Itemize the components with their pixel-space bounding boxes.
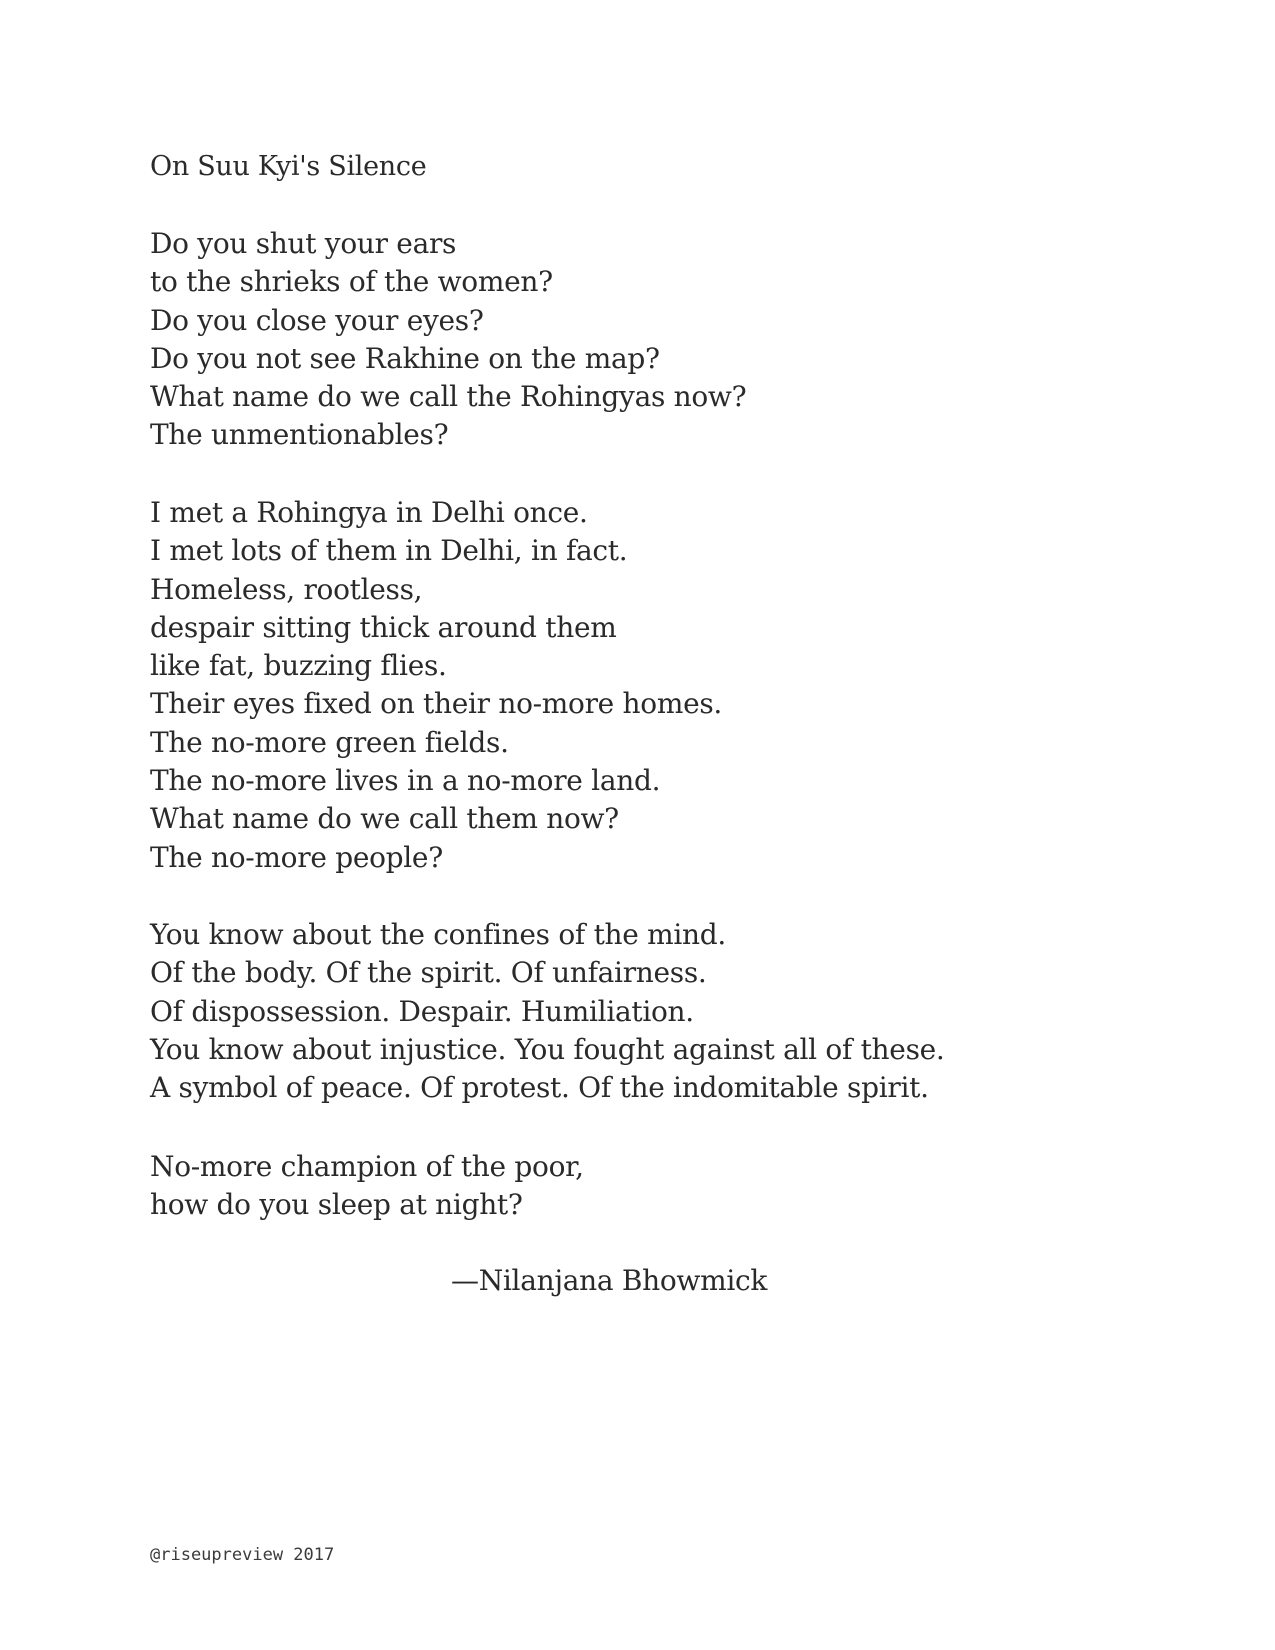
- poem-line: despair sitting thick around them: [150, 610, 617, 644]
- poem-author: —Nilanjana Bhowmick: [451, 1264, 768, 1297]
- poem-line: how do you sleep at night?: [150, 1188, 523, 1222]
- poem-line: Do you not see Rakhine on the map?: [150, 341, 660, 375]
- poem-line: The no-more lives in a no-more land.: [150, 764, 661, 798]
- poem-line: Their eyes fixed on their no-more homes.: [150, 687, 723, 721]
- poem-line: What name do we call them now?: [150, 802, 619, 836]
- poem-title: On Suu Kyi's Silence: [150, 151, 427, 182]
- poem-line: No-more champion of the poor,: [150, 1150, 584, 1183]
- poem-line: Of the body. Of the spirit. Of unfairness.: [150, 956, 707, 990]
- poem-line: I met lots of them in Delhi, in fact.: [150, 534, 628, 568]
- poem-stanza: [150, 1148, 584, 1225]
- poem-line: You know about the confines of the mind.: [150, 918, 726, 951]
- poem-line: You know about injustice. You fought against all of these.: [150, 1032, 945, 1066]
- poem-line: The no-more people?: [150, 840, 443, 874]
- poem-line: What name do we call the Rohingyas now?: [150, 380, 747, 414]
- poem-line: I met a Rohingya in Delhi once.: [150, 496, 588, 529]
- poem-line: to the shrieks of the women?: [150, 265, 553, 299]
- poem-stanza: [150, 916, 945, 1107]
- footer-credit: @riseupreview 2017: [150, 1545, 335, 1565]
- poem-line: The no-more green fields.: [150, 725, 509, 759]
- poem-line: Do you close your eyes?: [150, 303, 484, 337]
- poem-line: Homeless, rootless,: [150, 572, 423, 606]
- poem-line: The unmentionables?: [150, 418, 449, 452]
- poem-line: A symbol of peace. Of protest. Of the indomitable spirit.: [150, 1071, 929, 1105]
- poem-stanza: [150, 494, 722, 877]
- poem-line: Do you shut your ears: [150, 227, 457, 260]
- poem-stanza: [150, 225, 746, 455]
- poem-line: Of dispossession. Despair. Humiliation.: [150, 994, 694, 1028]
- poem-line: like fat, buzzing flies.: [150, 649, 447, 683]
